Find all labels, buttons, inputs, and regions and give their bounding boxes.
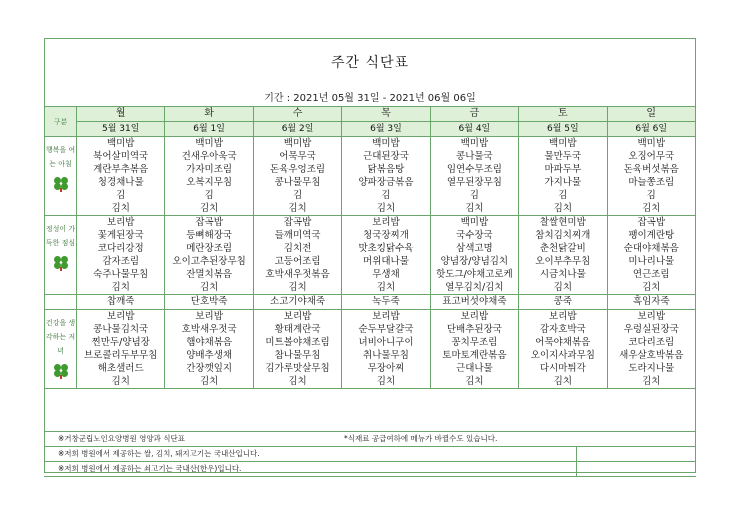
menu-item: 보리밥: [460, 311, 489, 322]
menu-item: 오징어무국: [628, 151, 675, 162]
menu-item: 햄야채볶음: [186, 337, 233, 348]
day-header: 목: [342, 107, 430, 122]
menu-item: 열무김치/김치: [445, 282, 504, 293]
menu-item: 김치: [111, 376, 130, 387]
menu-item: 머위대나물: [363, 256, 409, 267]
menu-item: 가지나물: [544, 177, 582, 188]
menu-item: 양념장/양념김치: [440, 256, 509, 267]
day-header-row: [45, 107, 696, 122]
menu-item: 토마토계란볶음: [442, 350, 507, 361]
menu-item: 숙주나물무침: [93, 269, 149, 280]
menu-item: 춘천닭갈비: [539, 243, 586, 254]
day-header: 화: [165, 107, 253, 122]
date-header: 6월 2일: [253, 122, 341, 137]
snack-label-cell: [45, 295, 77, 310]
menu-item: 고등어조림: [274, 256, 321, 267]
menu-item: 꽃게된장국: [97, 230, 144, 241]
menu-item: 보리밥: [549, 311, 577, 322]
menu-item: 맛초킹닭수육: [358, 243, 414, 254]
menu-item: 보리밥: [195, 311, 223, 322]
menu-item: 무장아찌: [367, 363, 405, 374]
menu-item: 김치: [288, 376, 307, 387]
note-row-2: [44, 446, 696, 461]
snack-item: 흑임자죽: [607, 295, 695, 310]
note-ingredients: *식재료 공급여하에 메뉴가 바뀔수도 있습니다.: [344, 434, 498, 443]
menu-cell: [165, 310, 253, 389]
menu-item: 김치: [465, 376, 484, 387]
menu-item: 들깨미역국: [274, 230, 321, 241]
meal-label-cell: [45, 310, 77, 389]
menu-item: 김치: [642, 282, 661, 293]
meal-row: [45, 137, 696, 216]
menu-item: 청국장찌개: [363, 230, 409, 241]
menu-item: 보리밥: [372, 311, 400, 322]
menu-item: 김: [116, 190, 126, 201]
date-header: 6월 6일: [607, 122, 695, 137]
day-header: 일: [607, 107, 695, 122]
menu-item: 핫도그/야채고로케: [436, 269, 513, 280]
menu-item: 김치: [376, 203, 396, 214]
menu-item: 참치김치찌개: [535, 230, 591, 241]
menu-item: 우렁실된장국: [623, 324, 679, 335]
menu-item: 호박새우젓볶음: [265, 269, 330, 280]
menu-cell: [607, 310, 695, 389]
menu-item: 꽁치무조림: [451, 337, 498, 348]
menu-item: 마파두부: [544, 164, 582, 175]
meal-label: 정성이 가득한 점심: [45, 225, 76, 247]
menu-item: 브로콜리두부무침: [84, 350, 158, 361]
menu-item: 북어살미역국: [93, 151, 149, 162]
menu-item: 백미밥: [549, 138, 577, 149]
menu-item: 계란부추볶음: [93, 164, 149, 175]
menu-item: 순두부달걀국: [358, 324, 414, 335]
menu-item: 순대야채볶음: [623, 243, 679, 254]
menu-item: 코다리조림: [628, 337, 675, 348]
menu-item: 삼색고명: [456, 243, 493, 254]
menu-item: 감자호박국: [539, 324, 586, 335]
menu-item: 김치: [376, 376, 396, 387]
menu-item: 콩나물무침: [274, 177, 321, 188]
menu-item: 미나리나물: [628, 256, 675, 267]
meal-label-cell: [45, 216, 77, 295]
menu-item: 새우살호박볶음: [619, 350, 684, 361]
menu-cell: [77, 310, 165, 389]
menu-item: 김치: [199, 376, 219, 387]
menu-item: 백미밥: [195, 138, 223, 149]
menu-item: 오이지사과무침: [530, 350, 595, 361]
menu-item: 황태계란국: [274, 324, 321, 335]
menu-item: 미트볼야채조림: [265, 337, 330, 348]
menu-item: 김치: [642, 203, 661, 214]
menu-item: 도라지나물: [628, 363, 675, 374]
menu-item: 임연수무조림: [446, 164, 502, 175]
menu-cell: [165, 137, 253, 216]
date-header: 5월 31일: [77, 122, 165, 137]
menu-item: 양파장금볶음: [358, 177, 414, 188]
menu-item: 김치: [111, 282, 130, 293]
page-title: 주간 식단표: [330, 55, 410, 71]
menu-item: 김치전: [283, 243, 312, 254]
meal-label: 건강을 생각하는 저녁: [45, 319, 76, 355]
snack-item: 녹두죽: [342, 295, 430, 310]
menu-item: 다시마튀각: [539, 363, 586, 374]
menu-item: 돈육버섯볶음: [623, 164, 679, 175]
menu-item: 김치: [553, 376, 572, 387]
menu-cell: [77, 216, 165, 295]
snack-row: [45, 295, 696, 310]
menu-item: 백미밥: [106, 138, 135, 149]
menu-item: 김치: [111, 203, 130, 214]
menu-item: 김치: [199, 203, 219, 214]
menu-item: 김가루맛살무침: [265, 363, 330, 374]
menu-item: 열무된장무침: [446, 177, 502, 188]
menu-item: 잡곡밥: [637, 217, 666, 228]
menu-cell: [253, 137, 341, 216]
menu-item: 무생채: [372, 269, 400, 280]
date-header: 6월 5일: [519, 122, 607, 137]
menu-item: 백미밥: [283, 138, 312, 149]
menu-item: 보리밥: [106, 311, 135, 322]
snack-item: 찹깨죽: [77, 295, 165, 310]
menu-item: 건새우아욱국: [181, 151, 237, 162]
menu-item: 보리밥: [637, 311, 666, 322]
menu-item: 김: [204, 190, 214, 201]
date-header-row: [45, 122, 696, 137]
menu-item: 어묵야채볶음: [535, 337, 591, 348]
menu-item: 김치: [642, 376, 661, 387]
menu-item: 등뼈해장국: [186, 230, 233, 241]
menu-cell: [607, 137, 695, 216]
note-hospital: ※거창군립노인요양병원 영양과 식단표: [58, 434, 185, 443]
day-header: 금: [430, 107, 518, 122]
date-header: 6월 4일: [430, 122, 518, 137]
menu-item: 김치: [288, 282, 307, 293]
menu-item: 연근조림: [632, 269, 670, 280]
menu-item: 오이부추무침: [535, 256, 591, 267]
menu-item: 감자조림: [102, 256, 140, 267]
menu-item: 잡곡밥: [195, 217, 223, 228]
menu-item: 보리밥: [372, 217, 400, 228]
menu-item: 김치: [376, 282, 396, 293]
note-origin-beef: ※저희 병원에서 제공하는 쇠고기는 국내산(한우)입니다.: [58, 464, 242, 473]
menu-item: 백미밥: [460, 138, 489, 149]
menu-item: 김: [292, 190, 303, 201]
meal-row: [45, 310, 696, 389]
menu-item: 콩나물김치국: [93, 324, 149, 335]
menu-item: 오복지무침: [186, 177, 233, 188]
menu-item: 어묵무국: [279, 151, 316, 162]
clover-icon: [54, 177, 68, 191]
menu-item: 청경채나물: [97, 177, 144, 188]
menu-item: 물만두국: [544, 151, 582, 162]
menu-item: 근대나물: [456, 363, 493, 374]
menu-item: 백미밥: [372, 138, 400, 149]
snack-item: 단호박죽: [165, 295, 253, 310]
menu-cell: [519, 310, 607, 389]
menu-cell: [342, 310, 430, 389]
menu-item: 김치: [199, 282, 219, 293]
menu-cell: [607, 216, 695, 295]
menu-item: 마늘쫑조림: [628, 177, 675, 188]
menu-item: 보리밥: [106, 217, 135, 228]
date-header: 6월 3일: [342, 122, 430, 137]
menu-item: 해초샐러드: [97, 363, 144, 374]
menu-cell: [430, 310, 518, 389]
menu-item: 국수장국: [456, 230, 493, 241]
menu-item: 잔멸치볶음: [186, 269, 233, 280]
notes: [44, 431, 696, 477]
day-header: 수: [253, 107, 341, 122]
menu-cell: [253, 310, 341, 389]
menu-item: 근대된장국: [363, 151, 409, 162]
menu-item: 호박새우젓국: [181, 324, 237, 335]
menu-cell: [165, 216, 253, 295]
day-header: 토: [519, 107, 607, 122]
menu-item: 코다리강정: [97, 243, 144, 254]
menu-cell: [342, 216, 430, 295]
menu-item: 김: [469, 190, 479, 201]
menu-item: 김치: [553, 203, 572, 214]
menu-item: 찐만두/양념장: [91, 337, 150, 348]
menu-item: 김치: [465, 203, 484, 214]
date-header: 6월 1일: [165, 122, 253, 137]
menu-cell: [430, 137, 518, 216]
menu-item: 보리밥: [283, 311, 312, 322]
snack-item: 콩죽: [519, 295, 607, 310]
menu-item: 잡곡밥: [283, 217, 312, 228]
menu-cell: [77, 137, 165, 216]
menu-cell: [519, 216, 607, 295]
menu-cell: [342, 137, 430, 216]
snack-item: 소고기야채죽: [253, 295, 341, 310]
corner-label: 구분: [45, 107, 77, 137]
menu-item: 백미밥: [637, 138, 666, 149]
menu-item: 돈육우엉조림: [270, 164, 326, 175]
menu-item: 메란장조림: [186, 243, 233, 254]
menu-item: 간장깻잎지: [186, 363, 233, 374]
clover-icon: [54, 256, 68, 270]
menu-cell: [519, 137, 607, 216]
note-origin-rice: ※저희 병원에서 제공하는 쌀, 김치, 돼지고기는 국내산입니다.: [58, 449, 260, 458]
menu-item: 오이고추된장무침: [172, 256, 246, 267]
menu-cell: [430, 216, 518, 295]
note-row-3: [44, 461, 696, 477]
menu-item: 단배추된장국: [446, 324, 502, 335]
menu-item: 녀비아니구이: [358, 337, 414, 348]
menu-item: 닭볶음탕: [367, 164, 405, 175]
menu-item: 김: [381, 190, 391, 201]
snack-item: 표고버섯야채죽: [430, 295, 518, 310]
meal-label: 행복을 여는 아침: [45, 146, 76, 168]
menu-item: 김: [646, 190, 656, 201]
menu-item: 찰쌀현미밥: [539, 217, 586, 228]
note-row-1: [44, 431, 696, 446]
menu-item: 김치: [288, 203, 307, 214]
day-header: 월: [77, 107, 165, 122]
weekly-menu-table: [44, 106, 696, 389]
meal-row: [45, 216, 696, 295]
menu-item: 취나물무침: [363, 350, 409, 361]
menu-period: 기간 : 2021년 05월 31일 - 2021년 06월 06일: [264, 93, 476, 104]
menu-item: 양배추생채: [186, 350, 233, 361]
menu-item: 팽이계란탕: [628, 230, 675, 241]
menu-item: 콩나물국: [456, 151, 493, 162]
clover-icon: [54, 364, 68, 378]
menu-cell: [253, 216, 341, 295]
menu-item: 가자미조림: [186, 164, 233, 175]
menu-item: 시금치나물: [539, 269, 586, 280]
menu-item: 참나물무침: [274, 350, 321, 361]
menu-item: 김치: [553, 282, 572, 293]
menu-item: 백미밥: [460, 217, 489, 228]
menu-item: 김: [558, 190, 568, 201]
meal-label-cell: [45, 137, 77, 216]
